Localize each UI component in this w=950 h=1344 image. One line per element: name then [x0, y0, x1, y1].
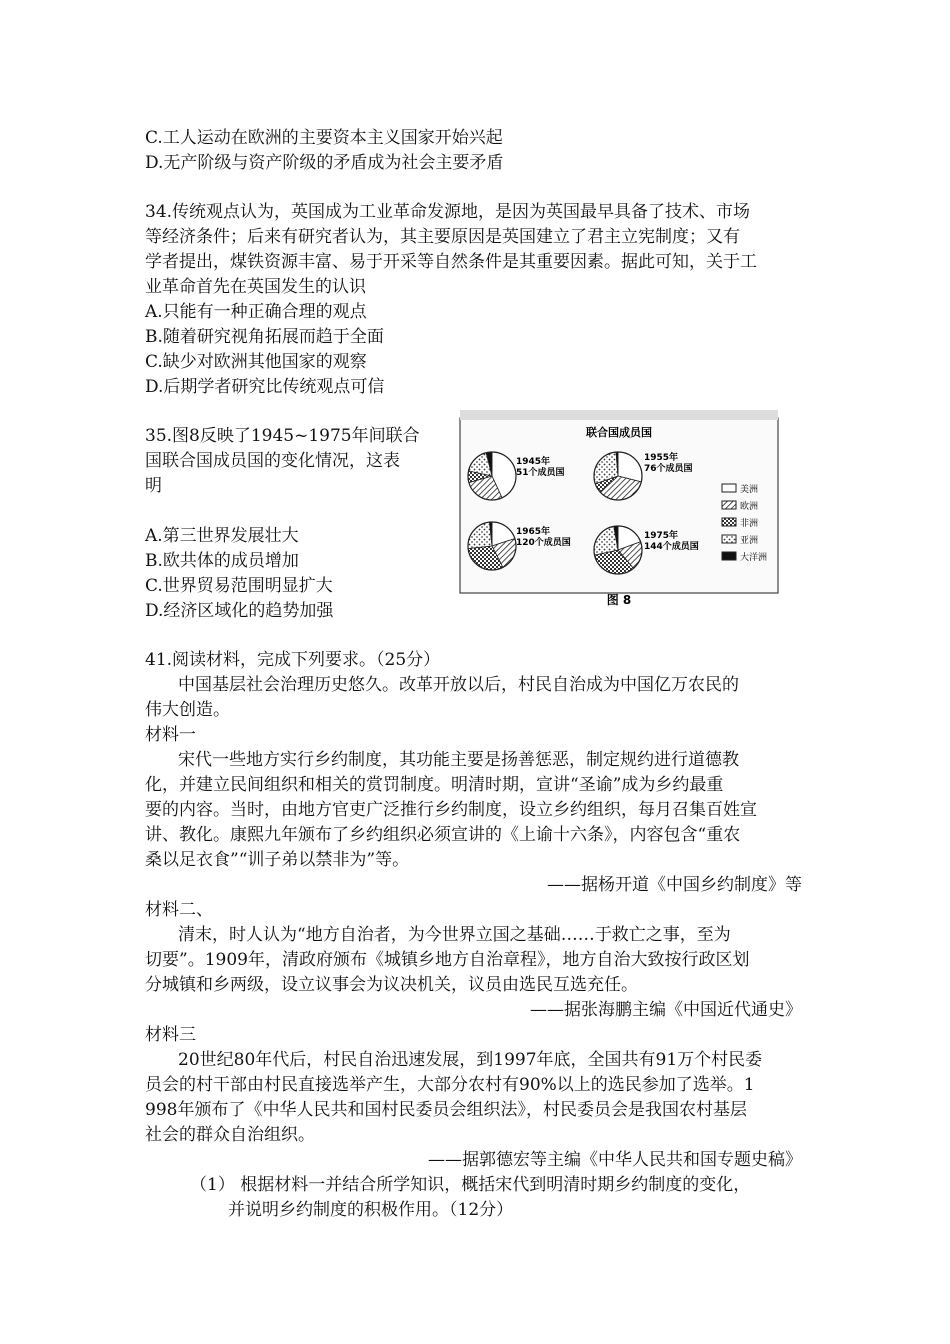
- material2-source: ——据张海鹏主编《中国近代通史》: [530, 1000, 802, 1020]
- q34-option-a: A.只能有一种正确合理的观点: [145, 302, 367, 322]
- legend-swatch-africa: [722, 518, 736, 526]
- panel-count-1955: 76个成员国: [644, 464, 693, 474]
- material3-source: ——据郭德宏等主编《中华人民共和国专题史稿》: [428, 1150, 802, 1170]
- panel-count-1975: 144个成员国: [644, 542, 699, 552]
- q33-option-c: C.工人运动在欧洲的主要资本主义国家开始兴起: [145, 128, 503, 148]
- q35-stem-line: 国联合国成员国的变化情况，这表: [145, 451, 400, 471]
- legend-swatch-americas: [722, 484, 736, 492]
- q34-option-d: D.后期学者研究比传统观点可信: [145, 377, 385, 397]
- material2-line: 清末，时人认为“地方自治者，为今世界立国之基础……于救亡之事，至为: [178, 925, 731, 945]
- figure-8: [458, 408, 780, 608]
- q35-option-a: A.第三世界发展壮大: [145, 526, 299, 546]
- q33-option-d: D.无产阶级与资产阶级的矛盾成为社会主要矛盾: [145, 153, 504, 173]
- legend-label-asia: 亚洲: [740, 536, 759, 546]
- legend-label-oceania: 大洋洲: [740, 553, 768, 563]
- panel-count-1945: 51个成员国: [516, 468, 565, 478]
- q34-option-c: C.缺少对欧洲其他国家的观察: [145, 352, 367, 372]
- material1-line: 讲、教化。康熙九年颁布了乡约组织必须宣讲的《上谕十六条》，内容包含“重农: [145, 825, 741, 845]
- q35-stem-line: 35.图8反映了1945~1975年间联合: [145, 426, 420, 446]
- figure-caption: 图 8: [606, 593, 632, 607]
- material3-line: 社会的群众自治组织。: [145, 1125, 315, 1145]
- q41-title: 41.阅读材料，完成下列要求。（25分）: [145, 650, 441, 670]
- q34-option-b: B.随着研究视角拓展而趋于全面: [145, 327, 384, 347]
- q41-intro-line: 中国基层社会治理历史悠久。改革开放以后，村民自治成为中国亿万农民的: [178, 675, 739, 695]
- q41-intro-line: 伟大创造。: [145, 700, 230, 720]
- material1-label: 材料一: [145, 725, 196, 745]
- material3-label: 材料三: [145, 1025, 196, 1045]
- q34-stem-line: 学者提出，煤铁资源丰富、易于开采等自然条件是其重要因素。据此可知，关于工: [145, 252, 757, 272]
- q35-option-b: B.欧共体的成员增加: [145, 551, 299, 571]
- subquestion-1-cont: 并说明乡约制度的积极作用。（12分）: [228, 1200, 514, 1220]
- q34-stem-line: 等经济条件；后来有研究者认为，其主要原因是英国建立了君主立宪制度；又有: [145, 227, 740, 247]
- panel-year-1965: 1965年: [516, 527, 551, 537]
- material1-line: 桑以足衣食”“训子弟以禁非为”等。: [145, 850, 410, 870]
- material3-line: 998年颁布了《中华人民共和国村民委员会组织法》，村民委员会是我国农村基层: [145, 1100, 747, 1120]
- material1-source: ——据杨开道《中国乡约制度》等: [547, 875, 802, 895]
- q35-stem-line: 明: [145, 476, 162, 496]
- material1-line: 要的内容。当时，由地方官吏广泛推行乡约制度，设立乡约组织，每月召集百姓宣: [145, 800, 757, 820]
- legend-swatch-asia: [722, 535, 736, 543]
- legend-label-americas: 美洲: [740, 485, 759, 495]
- q34-stem-line: 业革命首先在英国发生的认识: [145, 277, 366, 297]
- q35-option-d: D.经济区域化的趋势加强: [145, 601, 334, 621]
- material2-line: 切要”。1909年，清政府颁布《城镇乡地方自治章程》，地方自治大致按行政区划: [145, 950, 750, 970]
- panel-count-1965: 120个成员国: [516, 538, 571, 548]
- subquestion-1: （1） 根据材料一并结合所学知识，概括宋代到明清时期乡约制度的变化，: [190, 1175, 751, 1195]
- figure-cropped-header-band: [460, 410, 778, 420]
- panel-year-1975: 1975年: [644, 531, 679, 541]
- legend-swatch-europe: [722, 501, 736, 509]
- q34-stem-line: 34.传统观点认为，英国成为工业革命发源地，是因为英国最早具备了技术、市场: [145, 202, 751, 222]
- figure-header: 联合国成员国: [586, 426, 652, 439]
- material2-label: 材料二、: [145, 900, 213, 920]
- material1-line: 宋代一些地方实行乡约制度，其功能主要是扬善惩恶，制定规约进行道德教: [178, 750, 739, 770]
- legend-label-africa: 非洲: [740, 519, 759, 529]
- legend-swatch-oceania: [722, 552, 736, 560]
- panel-year-1945: 1945年: [516, 457, 551, 467]
- material2-line: 分城镇和乡两级，设立议事会为议决机关，议员由选民互选充任。: [145, 975, 638, 995]
- un-members-pie-charts: [458, 408, 780, 608]
- material1-line: 化，并建立民间组织和相关的赏罚制度。明清时期，宣讲“圣谕”成为乡约最重: [145, 775, 724, 795]
- material3-line: 员会的村干部由村民直接选举产生，大部分农村有90%以上的选民参加了选举。1: [145, 1075, 755, 1095]
- panel-year-1955: 1955年: [644, 453, 679, 463]
- q35-option-c: C.世界贸易范围明显扩大: [145, 576, 333, 596]
- material3-line: 20世纪80年代后，村民自治迅速发展，到1997年底，全国共有91万个村民委: [178, 1050, 763, 1070]
- legend-label-europe: 欧洲: [740, 502, 759, 512]
